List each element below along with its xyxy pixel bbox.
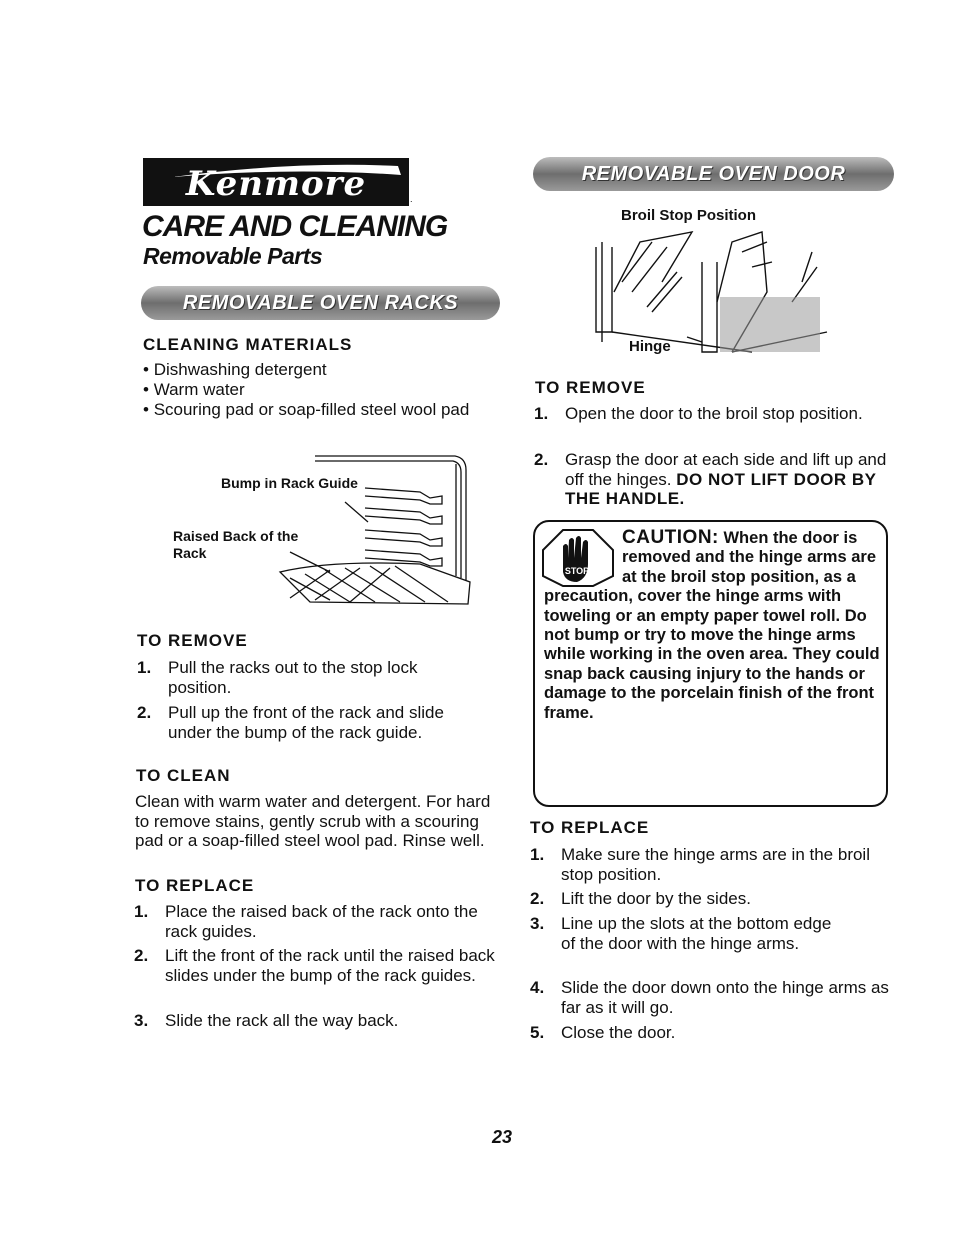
oven-door-hinge-illustration [592,222,832,372]
caution-heading: CAUTION: [622,527,719,548]
list-item: 1. Place the raised back of the rack onto the rack guides. [134,902,478,941]
bump-in-rack-guide-label: Bump in Rack Guide [221,475,358,491]
list-item: 2. Lift the front of the rack until the raised back slides under the bump of the rack guides. [134,946,495,985]
list-item: 1. Open the door to the broil stop position. [534,404,863,423]
registered-mark: . [410,194,413,204]
list-item: 5. Close the door. [530,1023,676,1042]
racks-clean-heading: TO CLEAN [136,766,231,785]
list-item: 3. Slide the rack all the way back. [134,1011,399,1030]
logo-wordmark: Kenmore [185,164,367,204]
door-replace-heading: TO REPLACE [530,818,650,837]
do-not-lift-warning: DO NOT LIFT DOOR BY THE HANDLE. [565,469,877,508]
raised-back-label: Raised Back of the Rack [173,528,299,561]
door-banner: REMOVABLE OVEN DOOR [533,157,894,191]
racks-banner: REMOVABLE OVEN RACKS [141,286,500,320]
list-item: 3. Line up the slots at the bottom edge of the door with the hinge arms. [530,914,832,953]
racks-remove-heading: TO REMOVE [137,631,248,650]
caution-body: When the door is removed and the hinge arms are at the broil stop position, as a precaution, cover the hinge arms with toweling or an empty paper towel roll. Do not bump or try to move the hinge arms while working in the oven area. They could snap back causing injury to the hands or damage to the porcelain finish of the front frame. [544,529,880,722]
page-title: CARE AND CLEANING [142,210,448,243]
list-item: 1. Pull the racks out to the stop lock position. [137,658,418,697]
door-remove-heading: TO REMOVE [535,378,646,397]
list-item: • Warm water [143,380,245,399]
list-item: 2. Grasp the door at each side and lift up and off the hinges. DO NOT LIFT DOOR BY THE HANDLE. [534,450,887,508]
clean-instructions: Clean with warm water and detergent. For hard to remove stains, gently scrub with a scouring pad or a soap-filled steel wool pad. Rinse well. [135,792,491,850]
broil-stop-label: Broil Stop Position [621,207,756,224]
caution-text [544,528,880,723]
list-item: 2. Pull up the front of the rack and slide under the bump of the rack guide. [137,703,444,742]
stop-icon-label: STOP [564,566,590,576]
list-item: 1. Make sure the hinge arms are in the broil stop position. [530,845,870,884]
list-item: 4. Slide the door down onto the hinge arms as far as it will go. [530,978,889,1017]
list-item: • Scouring pad or soap-filled steel wool pad [143,400,470,419]
page-subtitle: Removable Parts [143,243,323,269]
list-item: 2. Lift the door by the sides. [530,889,751,908]
list-item: • Dishwashing detergent [143,360,327,379]
materials-heading: CLEANING MATERIALS [143,335,353,354]
kenmore-logo [143,158,409,206]
racks-replace-heading: TO REPLACE [135,876,255,895]
hinge-label: Hinge [629,338,671,355]
page-number: 23 [492,1127,513,1147]
